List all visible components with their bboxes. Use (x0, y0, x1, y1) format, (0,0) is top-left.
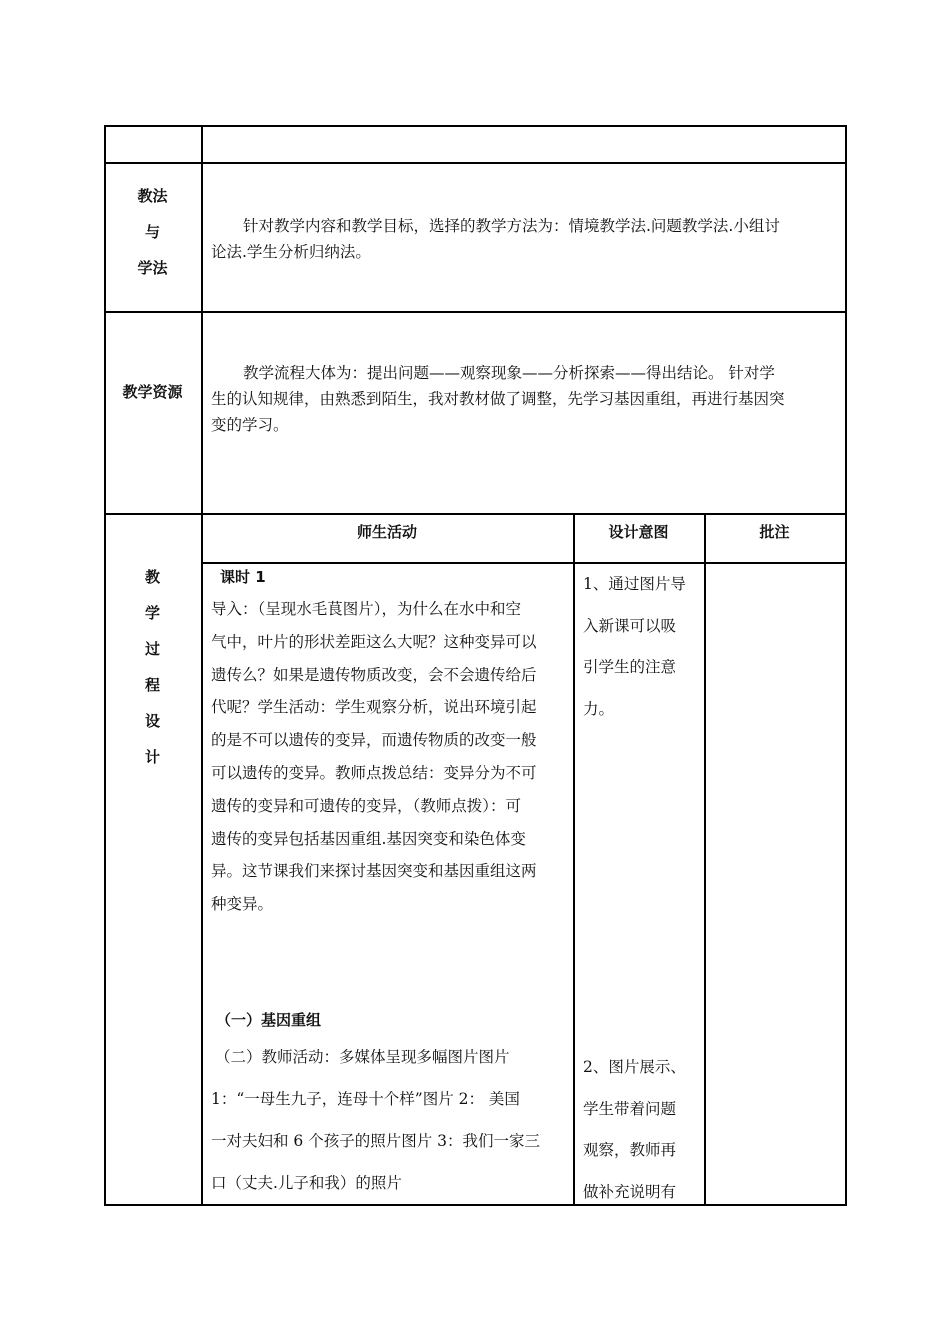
methods-content-line: 针对教学内容和教学目标，选择的教学方法为：情境教学法.问题教学法.小组讨 (243, 217, 780, 235)
table-border-bottom (104, 1204, 847, 1206)
activity-intent-divider (573, 513, 575, 1206)
intent-item-2-line: 学生带着问题 (583, 1099, 677, 1118)
section-title-gene-recombination: （一）基因重组 (216, 1011, 322, 1029)
intent-item-2 (583, 1047, 686, 1213)
activity-step-line: 一对夫妇和 6 个孩子的照片图片 3：我们一家三 (211, 1132, 541, 1150)
table-border-top (104, 125, 847, 127)
activity-intro-line: 的是不可以遗传的变异，而遗传物质的改变一般 (211, 731, 537, 750)
activity-intro-line: 种变异。 (211, 895, 274, 914)
resources-label: 教学资源 (122, 383, 183, 401)
resources-content (211, 360, 785, 438)
label-column-divider (201, 125, 203, 1206)
process-label-char: 学 (144, 604, 160, 622)
header-notes: 批注 (759, 523, 790, 541)
methods-label-line-2: 与 (144, 223, 160, 241)
intent-item-1-line: 1、通过图片导 (583, 575, 686, 593)
process-label-char: 教 (144, 568, 160, 586)
row-divider-3 (104, 513, 847, 515)
activity-intro-line: 导入：（呈现水毛茛图片），为什么在水中和空 (211, 600, 522, 618)
table-border-left (104, 125, 106, 1206)
process-label-char: 计 (144, 748, 160, 766)
activity-intro-line: 代呢？学生活动：学生观察分析，说出环境引起 (211, 698, 537, 717)
activity-intro-line: 异。这节课我们来探讨基因突变和基因重组这两 (211, 862, 537, 881)
header-divider (201, 562, 847, 564)
activity-intro (211, 593, 537, 921)
methods-label-line-3: 学法 (137, 259, 168, 277)
intent-item-1 (583, 564, 686, 730)
intent-item-1-line: 引学生的注意 (583, 658, 677, 676)
process-label-char: 程 (144, 676, 160, 694)
methods-content (211, 213, 780, 265)
intent-notes-divider (704, 513, 706, 1206)
activity-intro-line: 气中，叶片的形状差距这么大呢？这种变异可以 (211, 632, 537, 651)
header-intent: 设计意图 (608, 523, 669, 541)
activity-step-line: 口（丈夫.儿子和我）的照片 (211, 1174, 402, 1192)
resources-content-line: 生的认知规律，由熟悉到陌生，我对教材做了调整，先学习基因重组，再进行基因突 (211, 390, 785, 408)
row-divider-2 (104, 311, 847, 313)
activity-intro-line: 遗传的变异和可遗传的变异，（教师点拨）：可 (211, 796, 522, 815)
activity-step-line: 1：“一母生九子，连母十个样”图片 2： 美国 (211, 1090, 520, 1108)
row-divider-1 (104, 162, 847, 164)
intent-item-1-line: 入新课可以吸 (583, 616, 677, 635)
methods-content-line: 论法.学生分析归纳法。 (211, 243, 371, 261)
activity-step-line: （二）教师活动：多媒体呈现多幅图片图片 (215, 1048, 510, 1066)
process-label-char: 设 (144, 712, 160, 730)
header-activity: 师生活动 (356, 523, 417, 541)
intent-item-2-line: 2、图片展示、 (583, 1058, 686, 1076)
intent-item-2-line: 观察，教师再 (583, 1141, 677, 1159)
methods-label-line-1: 教法 (137, 187, 168, 205)
intent-item-2-line: 做补充说明有 (583, 1182, 677, 1201)
activity-intro-line: 遗传的变异包括基因重组.基因突变和染色体变 (211, 829, 526, 848)
intent-item-1-line: 力。 (583, 699, 615, 718)
process-label-char: 过 (144, 640, 160, 658)
activity-steps (211, 1043, 540, 1197)
activity-intro-line: 遗传么？如果是遗传物质改变，会不会遗传给后 (211, 665, 537, 684)
table-border-right (845, 125, 847, 1206)
resources-content-line: 教学流程大体为：提出问题——观察现象——分析探索——得出结论。 针对学 (243, 364, 775, 382)
activity-intro-line: 可以遗传的变异。教师点拨总结：变异分为不可 (211, 763, 537, 782)
resources-content-line: 变的学习。 (211, 416, 289, 434)
lesson-title: 课时 1 (220, 568, 266, 586)
